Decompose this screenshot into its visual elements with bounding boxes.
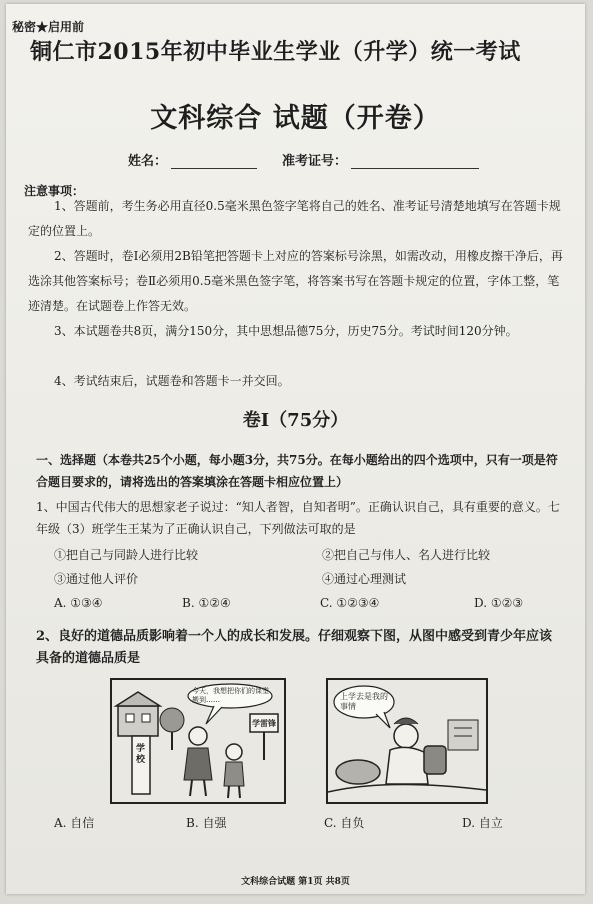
cartoon-left-bubble-text: 今天，我想把你们的课堂搬到…… bbox=[192, 687, 269, 704]
page-footer: 文科综合试题 第1页 共8页 bbox=[241, 877, 350, 887]
q1-item-4: ④通过心理测试 bbox=[322, 572, 407, 586]
subject-title: 文科综合 试题（开卷） bbox=[150, 103, 441, 134]
notice-item-3: 3、本试题卷共8页，满分150分，其中思想品德75分，历史75分。考试时间120分钟。 bbox=[54, 324, 518, 338]
notice-heading: 注意事项： bbox=[24, 184, 85, 198]
exam-title: 铜仁市2015年初中毕业生学业（升学）统一考试 bbox=[30, 39, 521, 65]
q1-option-b: B. ①②④ bbox=[182, 596, 231, 610]
notice-item-2: 2、答题时，卷Ⅰ必须用2B铅笔把答题卡上对应的答案标号涂黑，如需改动，用橡皮擦干净后，再选涂其他答案标号；卷Ⅱ必须用0.5毫米黑色签字笔，将答案书写在答题卡规定的位置，字体工整，笔迹清楚。在试题卷上作答无效。 bbox=[28, 249, 563, 313]
exam-paper bbox=[6, 4, 585, 894]
volume-title: 卷Ⅰ（75分） bbox=[242, 410, 349, 431]
q1-option-c: C. ①②③④ bbox=[320, 596, 380, 610]
name-field bbox=[128, 150, 257, 169]
cartoon-right-bubble-text: 上学去是我的事情 bbox=[340, 692, 388, 711]
cartoon-right bbox=[326, 678, 488, 804]
q1-item-3: ③通过他人评价 bbox=[54, 572, 139, 586]
cartoon-left-sign-text: 学校 bbox=[136, 744, 146, 765]
q2-option-a: A. 自信 bbox=[54, 816, 95, 830]
section-heading: 一、选择题（本卷共25个小题，每小题3分，共75分。在每小题给出的四个选项中，只有一项是符合题目要求的，请将选出的答案填涂在答题卡相应位置上） bbox=[36, 453, 558, 489]
q1-item-1: ①把自己与同龄人进行比较 bbox=[54, 548, 199, 562]
q1-item-2: ②把自己与伟人、名人进行比较 bbox=[322, 548, 491, 562]
question-2-stem: 2、良好的道德品质影响着一个人的成长和发展。仔细观察下图，从图中感受到青少年应该具备的道德品质是 bbox=[36, 629, 553, 666]
secret-mark: 秘密★启用前 bbox=[12, 20, 85, 34]
question-1-stem: 1、中国古代伟大的思想家老子说过：“知人者智，自知者明”。正确认识自己，具有重要的意义。七年级（3）班学生王某为了正确认识自己，下列做法可取的是 bbox=[36, 500, 560, 536]
exam-number-field bbox=[282, 150, 479, 169]
exam-number-blank-line bbox=[351, 154, 479, 169]
q2-option-d: D. 自立 bbox=[462, 816, 503, 830]
notice-item-1: 1、答题前，考生务必用直径0.5毫米黑色签字笔将自己的姓名、准考证号清楚地填写在答题卡规定的位置上。 bbox=[28, 199, 561, 238]
cartoon-left-board-text: 学雷锋 bbox=[252, 718, 276, 728]
notice-item-4: 4、考试结束后，试题卷和答题卡一并交回。 bbox=[54, 374, 290, 388]
q1-option-a: A. ①③④ bbox=[54, 596, 103, 610]
exam-number-label: 准考证号： bbox=[282, 154, 348, 169]
name-label: 姓名： bbox=[128, 154, 168, 169]
name-blank-line bbox=[171, 154, 257, 169]
q2-option-b: B. 自强 bbox=[186, 816, 227, 830]
q2-option-c: C. 自负 bbox=[324, 816, 365, 830]
cartoon-left bbox=[110, 678, 286, 804]
q1-option-d: D. ①②③ bbox=[474, 596, 524, 610]
